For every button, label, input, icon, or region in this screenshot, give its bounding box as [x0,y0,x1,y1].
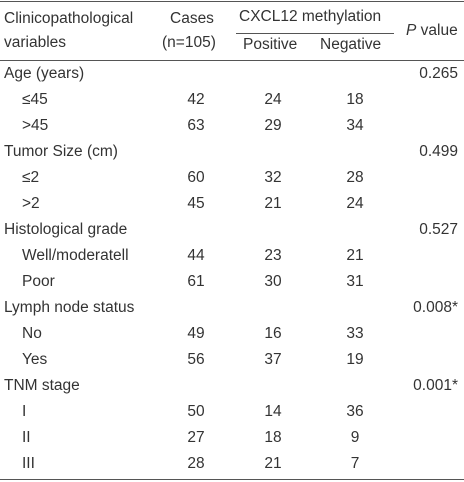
p-value-cell: 0.265 [419,65,458,82]
positive-cell: 16 [264,325,282,342]
cases-cell: 42 [187,91,205,108]
header-positive: Positive [243,36,298,53]
header-negative: Negative [320,36,382,53]
cases-cell: 45 [187,195,205,212]
table-row [0,139,464,165]
positive-cell: 14 [264,403,282,420]
p-value-cell: 0.499 [419,143,458,160]
table-row [0,451,464,477]
row-label: TNM stage [4,377,80,394]
positive-cell: 24 [264,91,282,108]
cases-cell: 56 [187,351,205,368]
cases-cell: 44 [187,247,205,264]
cases-cell: 63 [187,117,205,134]
header-p-value [406,22,458,40]
negative-cell: 9 [350,429,360,446]
negative-cell: 31 [346,273,364,290]
table-row [0,399,464,425]
header-cases-line2: (n=105) [162,34,216,51]
row-label: >45 [22,117,49,134]
negative-cell: 36 [346,403,364,420]
negative-cell: 21 [346,247,364,264]
p-value-cell: 0.008* [413,299,458,316]
row-label: ≤45 [22,91,48,108]
row-label: Histological grade [4,221,128,238]
row-label: No [22,325,42,342]
positive-cell: 30 [264,273,282,290]
table-row [0,347,464,373]
table-row [0,113,464,139]
negative-cell: 18 [346,91,364,108]
table-row [0,373,464,399]
group-subrule [236,33,394,34]
negative-cell: 19 [346,351,364,368]
header-cxcl12-methylation: CXCL12 methylation [239,8,382,25]
cases-cell: 49 [187,325,205,342]
row-label: Tumor Size (cm) [4,143,118,160]
negative-cell: 24 [346,195,364,212]
table-row [0,243,464,269]
row-label: Lymph node status [4,299,135,316]
positive-cell: 32 [264,169,282,186]
row-label: Yes [22,351,48,368]
table-row [0,295,464,321]
row-label: ≤2 [22,169,40,186]
negative-cell: 33 [346,325,364,342]
table-row [0,191,464,217]
table-row [0,217,464,243]
header-variables-line2: variables [4,34,67,51]
p-value-cell: 0.527 [419,221,458,238]
row-label: Age (years) [4,65,85,82]
cases-cell: 61 [187,273,205,290]
negative-cell: 7 [350,455,360,472]
positive-cell: 29 [264,117,282,134]
bottom-rule [0,479,464,480]
positive-cell: 21 [264,455,282,472]
negative-cell: 34 [346,117,364,134]
negative-cell: 28 [346,169,364,186]
row-label: I [22,403,27,420]
row-label: >2 [22,195,40,212]
table-row [0,269,464,295]
table-row [0,425,464,451]
row-label: Well/moderatell [22,247,129,264]
header-cases-line1: Cases [170,10,214,27]
p-value-cell: 0.001* [413,377,458,394]
header-variables-line1: Clinicopathological [4,10,134,27]
positive-cell: 37 [264,351,282,368]
table-body [0,61,464,477]
row-label: III [22,455,35,472]
table-row [0,87,464,113]
header-p-italic: P [406,22,417,39]
top-rule [0,1,464,2]
positive-cell: 23 [264,247,282,264]
positive-cell: 18 [264,429,282,446]
cases-cell: 50 [187,403,205,420]
cases-cell: 28 [187,455,205,472]
table-row [0,61,464,87]
positive-cell: 21 [264,195,282,212]
row-label: II [22,429,31,446]
header-p-rest: value [416,22,458,39]
cases-cell: 27 [187,429,205,446]
cases-cell: 60 [187,169,205,186]
row-label: Poor [22,273,55,290]
table-row [0,165,464,191]
table-row [0,321,464,347]
